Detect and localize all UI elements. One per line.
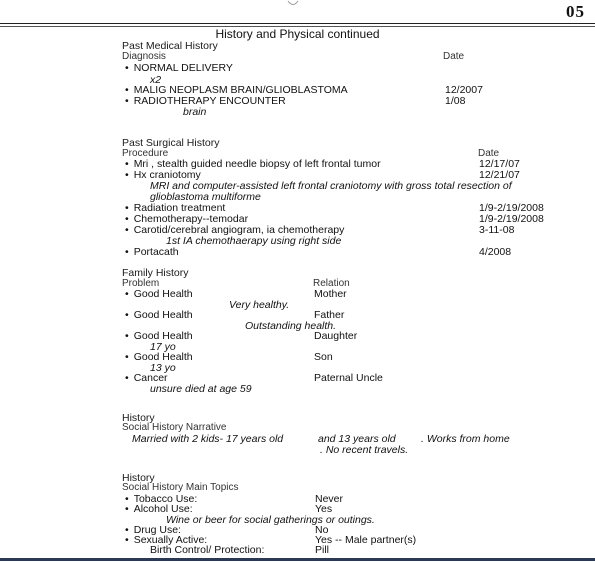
- medical-heading: Past Medical History: [122, 40, 218, 52]
- surgical-row: • Portacath: [125, 246, 179, 258]
- family-row: • Good Health: [125, 351, 193, 363]
- medical-row: • RADIOTHERAPY ENCOUNTER: [125, 95, 286, 107]
- medical-row: • NORMAL DELIVERY: [125, 62, 233, 74]
- medical-row-note: brain: [183, 106, 207, 118]
- surgical-heading: Past Surgical History: [122, 137, 220, 149]
- family-row: • Cancer: [125, 372, 168, 384]
- surgical-row-date: 1/9-2/19/2008: [479, 213, 544, 225]
- surgical-row: • Mri , stealth guided needle biopsy of left frontal tumor: [125, 158, 381, 170]
- medical-row-date: 12/2007: [445, 84, 483, 96]
- surgical-row: • Radiation treatment: [125, 202, 225, 214]
- family-col-relation: Relation: [313, 278, 350, 289]
- medical-col-date: Date: [443, 51, 465, 62]
- scan-mark: [286, 0, 300, 8]
- surgical-row: • Hx craniotomy: [125, 169, 201, 181]
- birth-control-value: Pill: [315, 544, 330, 556]
- family-row-relation: Daughter: [314, 330, 358, 342]
- social-topic-value: No: [315, 524, 329, 536]
- family-row-note: Very healthy.: [229, 299, 290, 311]
- family-row-note: 13 yo: [150, 362, 176, 374]
- surgical-note: glioblastoma multiforme: [150, 191, 261, 203]
- document-title: History and Physical continued: [215, 27, 380, 41]
- surgical-col-procedure: Procedure: [122, 148, 169, 159]
- family-row-relation: Mother: [314, 288, 347, 300]
- social-topic-value: Yes: [315, 503, 333, 515]
- social-topic-value: Never: [315, 493, 344, 505]
- birth-control-label: Birth Control/ Protection:: [150, 544, 265, 556]
- family-row-relation: Paternal Uncle: [314, 372, 383, 384]
- surgical-row: • Carotid/cerebral angiogram, ia chemotherapy: [125, 224, 344, 236]
- surgical-row: • Chemotherapy--temodar: [125, 213, 248, 225]
- medical-row: • MALIG NEOPLASM BRAIN/GLIOBLASTOMA: [125, 84, 348, 96]
- family-row-relation: Father: [314, 309, 345, 321]
- surgical-col-date: Date: [478, 148, 500, 159]
- surgical-note: 1st IA chemothaerapy using right side: [166, 235, 342, 247]
- social-narrative-text: and 13 years old: [318, 433, 396, 445]
- header-rule: [0, 23, 595, 24]
- medical-row-date: 1/08: [445, 95, 466, 107]
- family-heading: Family History: [122, 267, 189, 279]
- social-topics-subheading: Social History Main Topics: [122, 482, 239, 493]
- social-topic-label: • Sexually Active:: [125, 534, 207, 546]
- medical-row-note: x2: [150, 74, 162, 86]
- surgical-row-date: 4/2008: [479, 246, 512, 258]
- family-row-note: Outstanding health.: [245, 320, 337, 332]
- social-narrative-text: . No recent travels.: [320, 444, 409, 456]
- social-topic-label: • Drug Use:: [125, 524, 181, 536]
- social-narrative-heading: History: [122, 412, 155, 424]
- social-topic-label: • Tobacco Use:: [125, 493, 197, 505]
- family-row: • Good Health: [125, 330, 193, 342]
- social-narrative-text: . Works from home: [421, 433, 510, 445]
- surgical-row-date: 12/21/07: [479, 169, 520, 181]
- surgical-row-date: 1/9-2/19/2008: [479, 202, 544, 214]
- family-col-problem: Problem: [122, 278, 160, 289]
- footer-bar: [0, 558, 595, 561]
- surgical-note: MRI and computer-assisted left frontal craniotomy with gross total resection of: [150, 180, 512, 192]
- social-narrative-text: Married with 2 kids- 17 years old: [132, 433, 284, 445]
- medical-col-diagnosis: Diagnosis: [122, 51, 166, 62]
- page-number: 05: [566, 2, 585, 21]
- surgical-row-date: 12/17/07: [479, 158, 520, 170]
- family-row-note: 17 yo: [150, 341, 176, 353]
- social-topic-value: Yes -- Male partner(s): [315, 534, 417, 546]
- family-row: • Good Health: [125, 288, 193, 300]
- surgical-row-date: 3-11-08: [479, 224, 515, 236]
- family-row-relation: Son: [314, 351, 333, 363]
- family-row-note: unsure died at age 59: [150, 383, 252, 395]
- social-topic-note: Wine or beer for social gatherings or outings.: [166, 514, 375, 526]
- social-topics-heading: History: [122, 472, 155, 484]
- social-topic-label: • Alcohol Use:: [125, 503, 193, 515]
- social-narrative-subheading: Social History Narrative: [122, 422, 227, 433]
- family-row: • Good Health: [125, 309, 193, 321]
